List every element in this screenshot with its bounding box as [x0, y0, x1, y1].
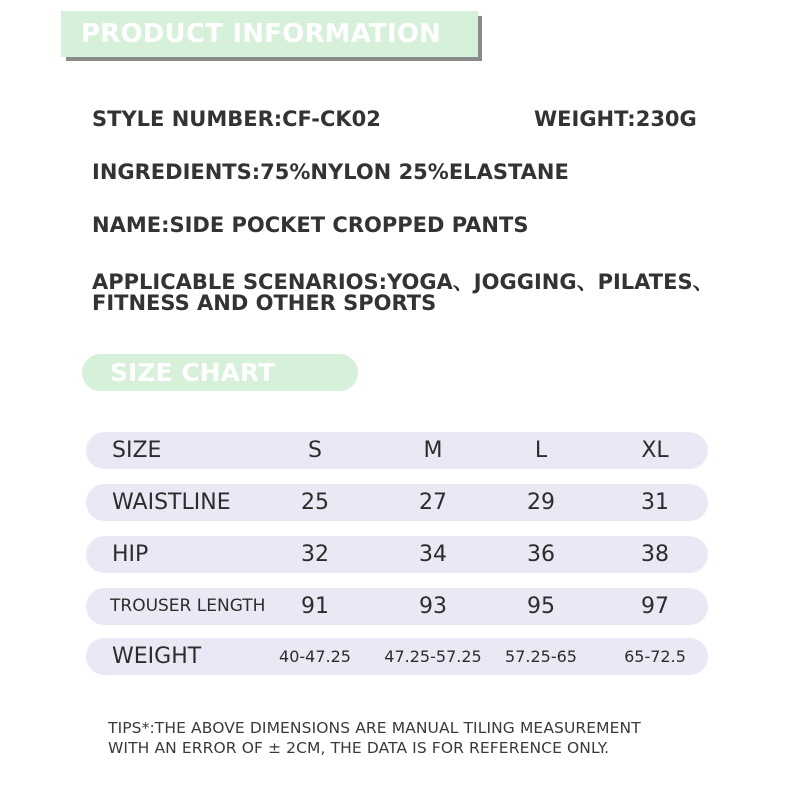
scenarios-line-2: FITNESS AND OTHER SPORTS: [92, 291, 437, 315]
table-cell: 32: [301, 542, 329, 567]
row-label: SIZE: [112, 438, 162, 463]
table-cell: 36: [527, 542, 555, 567]
row-label: TROUSER LENGTH: [110, 596, 266, 616]
table-cell: 97: [641, 594, 669, 619]
table-cell: 47.25-57.25: [384, 647, 482, 666]
row-label: HIP: [112, 542, 149, 567]
table-cell: 38: [641, 542, 669, 567]
scenarios-line-1: APPLICABLE SCENARIOS:YOGA、JOGGING、PILATES、: [92, 270, 714, 294]
table-cell: 93: [419, 594, 447, 619]
row-label: WEIGHT: [112, 644, 202, 669]
table-row-waistline: [86, 484, 708, 521]
product-info-banner: [61, 11, 478, 57]
product-weight: WEIGHT:230G: [534, 107, 697, 131]
table-cell: 65-72.5: [624, 647, 686, 666]
table-cell: 27: [419, 490, 447, 515]
style-number: STYLE NUMBER:CF-CK02: [92, 107, 381, 131]
table-cell: 40-47.25: [279, 647, 351, 666]
tips-note: [108, 718, 641, 758]
table-cell: L: [534, 438, 548, 463]
table-cell: 57.25-65: [505, 647, 577, 666]
size-chart-title: SIZE CHART: [110, 358, 276, 387]
size-chart-header: [82, 354, 358, 391]
table-cell: S: [308, 438, 322, 463]
table-cell: 95: [527, 594, 555, 619]
table-row-hip: [86, 536, 708, 573]
table-cell: 29: [527, 490, 555, 515]
tips-line-1: TIPS*:THE ABOVE DIMENSIONS ARE MANUAL TILING MEASUREMENT: [108, 719, 641, 737]
row-label: WAISTLINE: [112, 490, 231, 515]
ingredients: INGREDIENTS:75%NYLON 25%ELASTANE: [92, 160, 569, 184]
product-name: NAME:SIDE POCKET CROPPED PANTS: [92, 213, 529, 237]
table-row-weight: [86, 638, 708, 675]
table-row-trouser-length: [86, 588, 708, 625]
table-cell: 25: [301, 490, 329, 515]
table-cell: M: [423, 438, 443, 463]
product-info-title: PRODUCT INFORMATION: [81, 19, 442, 49]
table-cell: 31: [641, 490, 669, 515]
table-cell: XL: [641, 438, 669, 463]
tips-line-2: WITH AN ERROR OF ± 2CM, THE DATA IS FOR REFERENCE ONLY.: [108, 739, 610, 757]
table-cell: 34: [419, 542, 447, 567]
table-row-size: [86, 432, 708, 469]
table-cell: 91: [301, 594, 329, 619]
